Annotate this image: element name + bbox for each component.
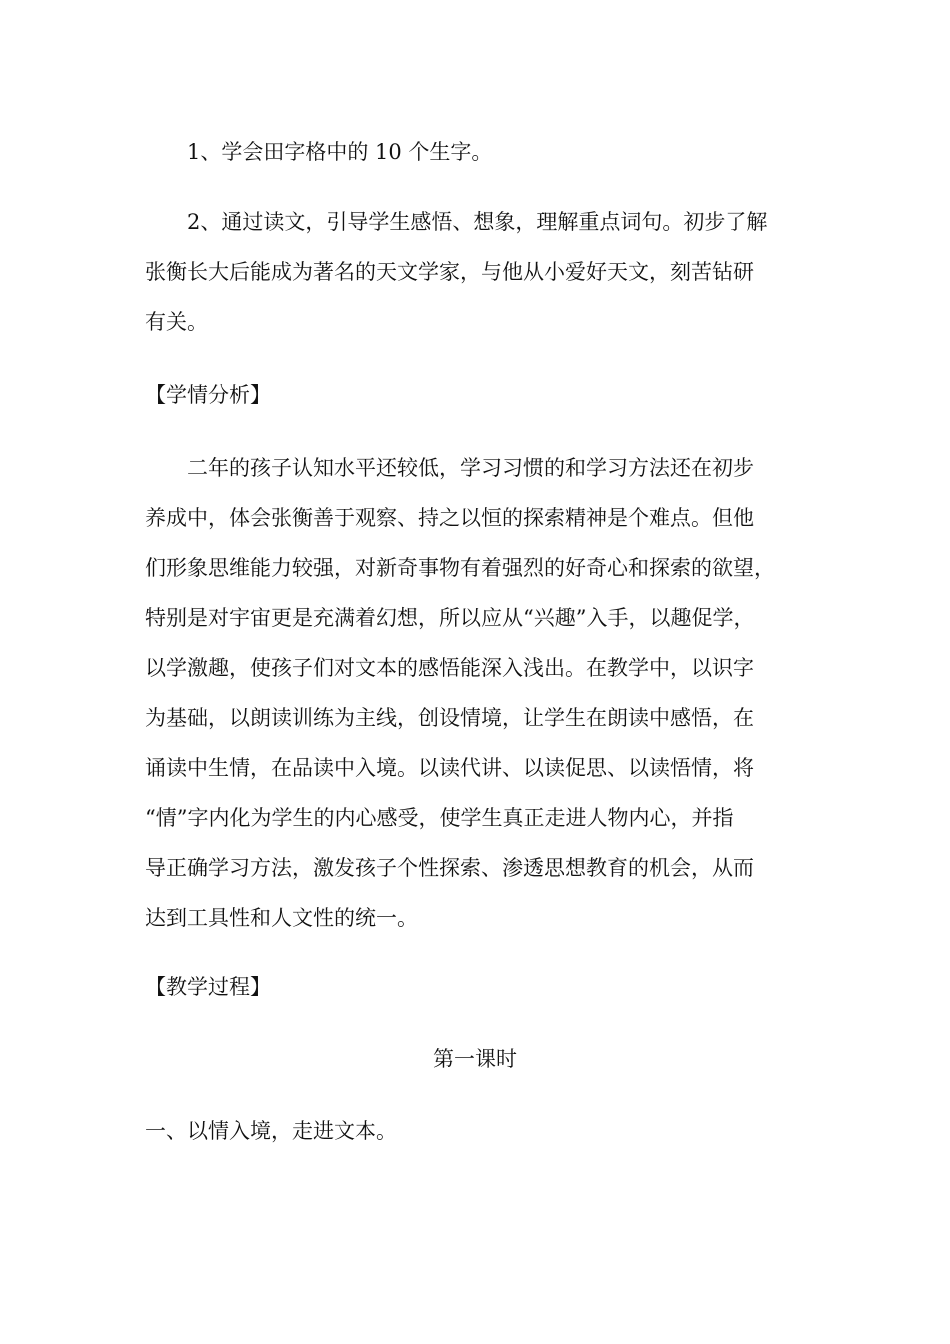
analysis-line-7: 诵读中生情，在品读中入境。以读代讲、以读促思、以读悟情，将 [145,756,754,780]
analysis-line-9: 导正确学习方法，激发孩子个性探索、渗透思想教育的机会，从而 [145,856,754,880]
step-1: 一、以情入境，走进文本。 [145,1119,397,1143]
analysis-line-8: “情”字内化为学生的内心感受，使学生真正走进人物内心，并指 [145,806,734,830]
analysis-line-6: 为基础，以朗读训练为主线，创设情境，让学生在朗读中感悟，在 [145,706,754,730]
analysis-paragraph [145,443,815,943]
objective-2-line-3: 有关。 [145,310,208,334]
analysis-line-1: 二年的孩子认知水平还较低，学习习惯的和学习方法还在初步 [187,456,754,480]
analysis-line-10: 达到工具性和人文性的统一。 [145,906,418,930]
analysis-line-4: 特别是对宇宙更是充满着幻想，所以应从“兴趣”入手，以趣促学， [145,606,755,630]
lesson-title: 第一课时 [433,1047,517,1071]
objective-2 [145,197,815,347]
analysis-line-2: 养成中，体会张衡善于观察、持之以恒的探索精神是个难点。但他 [145,506,754,530]
analysis-heading: 【学情分析】 [145,383,271,407]
analysis-line-5: 以学激趣，使孩子们对文本的感悟能深入浅出。在教学中，以识字 [145,656,754,680]
objective-1 [145,127,815,177]
objective-2-line-2: 张衡长大后能成为著名的天文学家，与他从小爱好天文，刻苦钻研 [145,260,754,284]
analysis-line-3: 们形象思维能力较强，对新奇事物有着强烈的好奇心和探索的欲望， [145,556,775,580]
objective-2-line-1: 2、通过读文，引导学生感悟、想象，理解重点词句。初步了解 [187,210,768,234]
process-heading: 【教学过程】 [145,975,271,999]
objective-1-line-1: 1、学会田字格中的 10 个生字。 [187,140,493,164]
